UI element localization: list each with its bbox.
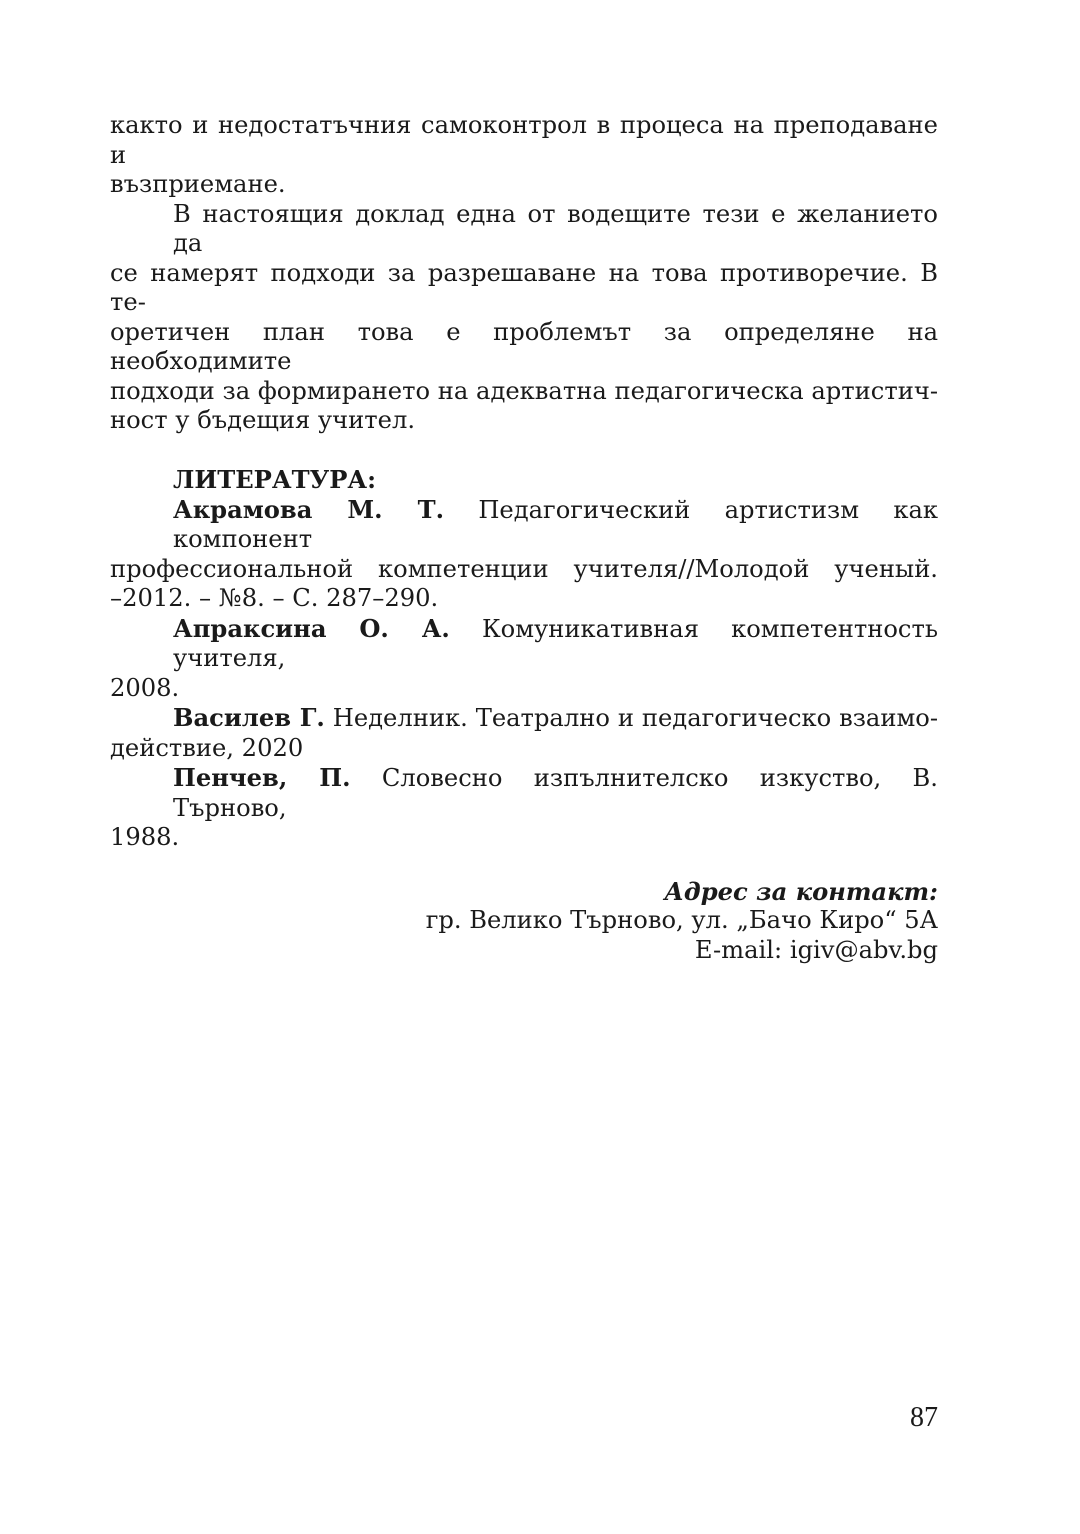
spacer <box>110 436 938 466</box>
text-line: възприемане. <box>110 170 286 198</box>
reference-author: Апраксина О. А. <box>173 613 450 643</box>
reference-author: Василев Г. <box>173 703 325 732</box>
reference-line: 1988. <box>110 823 180 851</box>
reference-line: –2012. – №8. – С. 287–290. <box>110 584 439 612</box>
text-line: както и недостатъчния самоконтрол в процеса на преподаване и <box>110 111 938 169</box>
reference-item <box>110 614 938 704</box>
reference-item <box>110 763 938 853</box>
reference-title: Словесно изпълнителско изкуство, В. Търново, <box>173 764 938 822</box>
page-content <box>110 111 938 965</box>
reference-first-line <box>110 495 938 555</box>
reference-line: 2008. <box>110 673 180 702</box>
text-line: ност у бъдещия учител. <box>110 406 416 434</box>
page-number: 87 <box>910 1402 938 1433</box>
reference-first-line <box>110 763 938 823</box>
body-paragraph-1 <box>110 111 938 200</box>
reference-author: Пенчев, П. <box>173 763 351 792</box>
reference-item <box>110 495 938 614</box>
contact-address: гр. Велико Търново, ул. „Бачо Киро“ 5А <box>425 906 938 934</box>
reference-title: Неделник. Театрално и педагогическо взаимо- <box>324 704 938 732</box>
contact-title: Адрес за контакт: <box>664 876 938 906</box>
contact-email: E-mail: igiv@abv.bg <box>694 935 938 964</box>
text-line: В настоящия доклад една от водещите тези е желанието да <box>173 199 938 257</box>
spacer <box>110 853 938 877</box>
reference-title: Комуникативная компетентность учителя, <box>173 614 939 672</box>
reference-author: Акрамова М. Т. <box>173 494 445 524</box>
reference-line: действие, 2020 <box>110 733 304 762</box>
references-heading: ЛИТЕРАТУРА: <box>173 465 377 494</box>
text-line: оретичен план това е проблемът за определяне на необходимите <box>110 317 938 375</box>
text-line: се намерят подходи за разрешаване на това противоречие. В те- <box>110 258 938 316</box>
reference-item <box>110 703 938 763</box>
reference-first-line <box>110 703 938 734</box>
reference-first-line <box>110 614 938 674</box>
reference-title: Педагогический артистизм как компонент <box>173 495 938 553</box>
reference-line: профессиональной компетенции учителя//Молодой ученый. <box>110 554 938 583</box>
body-paragraph-2 <box>110 200 938 436</box>
text-line: подходи за формирането на адекватна педагогическа артистич- <box>110 376 938 405</box>
contact-block <box>110 877 938 966</box>
references-section <box>110 465 938 853</box>
